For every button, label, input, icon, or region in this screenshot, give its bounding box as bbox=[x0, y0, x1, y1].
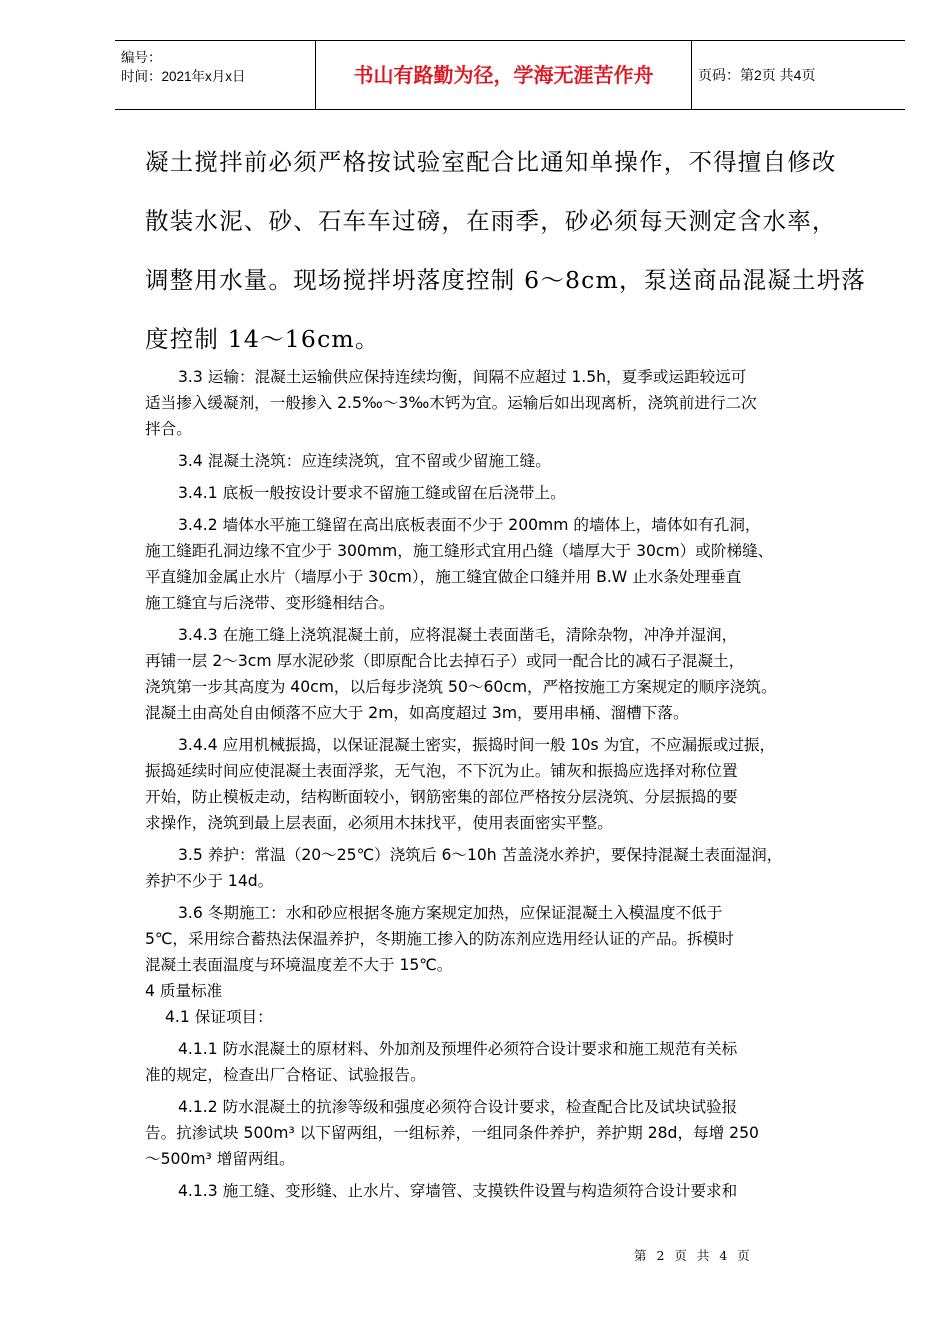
body-line: 3.4.2 墙体水平施工缝留在高出底板表面不少于 200mm 的墙体上，墙体如有孔洞， bbox=[178, 516, 761, 534]
intro-line: 度控制 14～16cm。 bbox=[145, 325, 380, 353]
body-line: 3.6 冬期施工：水和砂应根据冬施方案规定加热，应保证混凝土入模温度不低于 bbox=[178, 904, 723, 922]
body-line: 4.1.2 防水混凝土的抗渗等级和强度必须符合设计要求，检查配合比及试块试验报 bbox=[178, 1098, 738, 1116]
body-line: 施工缝宜与后浇带、变形缝相结合。 bbox=[145, 594, 395, 612]
body-line: 3.5 养护：常温（20～25℃）浇筑后 6～10h 苫盖浇水养护，要保持混凝土表面湿润， bbox=[178, 846, 783, 864]
body-line: 振捣延续时间应使混凝土表面浮浆，无气泡，不下沉为止。铺灰和振捣应选择对称位置 bbox=[145, 762, 738, 780]
subsection-heading: 4.1 保证项目： bbox=[165, 1008, 273, 1026]
header-motto: 书山有路勤为径，学海无涯苦作舟 bbox=[315, 41, 692, 109]
body-line: 3.4.3 在施工缝上浇筑混凝土前，应将混凝土表面凿毛，清除杂物，冲净并湿润， bbox=[178, 626, 738, 644]
body-line: 浇筑第一步其高度为 40cm，以后每步浇筑 50～60cm，严格按施工方案规定的顺序浇筑。 bbox=[145, 678, 777, 696]
body-line: 养护不少于 14d。 bbox=[145, 872, 274, 890]
intro-paragraph bbox=[145, 133, 905, 369]
intro-line: 散装水泥、砂、石车车过磅，在雨季，砂必须每天测定含水率， bbox=[145, 207, 837, 235]
section-heading: 4 质量标准 bbox=[145, 982, 223, 1000]
page-footer: 第 2 页 共 4 页 bbox=[634, 1248, 753, 1263]
body-line: 再铺一层 2～3cm 厚水泥砂浆（即原配合比去掉石子）或同一配合比的减石子混凝土， bbox=[145, 652, 745, 670]
body-line: ～500m³ 增留两组。 bbox=[145, 1150, 295, 1168]
body-text bbox=[145, 364, 905, 1204]
number-label: 编号： bbox=[121, 50, 162, 65]
header-page-label: 页码：第2页 共4页 bbox=[698, 67, 816, 83]
body-line: 准的规定，检查出厂合格证、试验报告。 bbox=[145, 1066, 426, 1084]
body-line: 3.4 混凝土浇筑：应连续浇筑，宜不留或少留施工缝。 bbox=[178, 452, 551, 470]
body-line: 3.4.4 应用机械振捣，以保证混凝土密实，振捣时间一般 10s 为宜，不应漏振或过振， bbox=[178, 736, 776, 754]
time-label: 时间：2021年x月x日 bbox=[121, 69, 246, 84]
body-line: 4.1.3 施工缝、变形缝、止水片、穿墙管、支摸铁件设置与构造须符合设计要求和 bbox=[178, 1182, 738, 1200]
body-line: 5℃，采用综合蓄热法保温养护，冬期施工掺入的防冻剂应选用经认证的产品。拆模时 bbox=[145, 930, 734, 948]
body-line: 混凝土表面温度与环境温度差不大于 15℃。 bbox=[145, 956, 453, 974]
body-line: 适当掺入缓凝剂，一般掺入 2.5‰～3‰木钙为宜。运输后如出现离析，浇筑前进行二次 bbox=[145, 394, 757, 412]
body-line: 3.3 运输：混凝土运输供应保持连续均衡，间隔不应超过 1.5h，夏季或运距较远可 bbox=[178, 368, 747, 386]
body-line: 4.1.1 防水混凝土的原材料、外加剂及预埋件必须符合设计要求和施工规范有关标 bbox=[178, 1040, 738, 1058]
header-meta-cell bbox=[115, 41, 315, 109]
intro-line: 凝土搅拌前必须严格按试验室配合比通知单操作，不得擅自修改 bbox=[145, 148, 837, 176]
body-line: 施工缝距孔洞边缘不宜少于 300mm，施工缝形式宜用凸缝（墙厚大于 30cm）或阶梯缝、 bbox=[145, 542, 774, 560]
body-line: 告。抗渗试块 500m³ 以下留两组，一组标养，一组同条件养护，养护期 28d，每增 250 bbox=[145, 1124, 759, 1142]
body-line: 开始，防止模板走动，结构断面较小，钢筋密集的部位严格按分层浇筑、分层振捣的要 bbox=[145, 788, 738, 806]
page-header bbox=[115, 40, 905, 110]
body-line: 求操作，浇筑到最上层表面，必须用木抹找平，使用表面密实平整。 bbox=[145, 814, 613, 832]
body-line: 3.4.1 底板一般按设计要求不留施工缝或留在后浇带上。 bbox=[178, 484, 566, 502]
body-line: 混凝土由高处自由倾落不应大于 2m，如高度超过 3m，要用串桶、溜槽下落。 bbox=[145, 704, 689, 722]
body-line: 拌合。 bbox=[145, 420, 192, 438]
intro-line: 调整用水量。现场搅拌坍落度控制 6～8cm，泵送商品混凝土坍落 bbox=[145, 266, 867, 294]
body-line: 平直缝加金属止水片（墙厚小于 30cm），施工缝宜做企口缝并用 B.W 止水条处理垂直 bbox=[145, 568, 742, 586]
